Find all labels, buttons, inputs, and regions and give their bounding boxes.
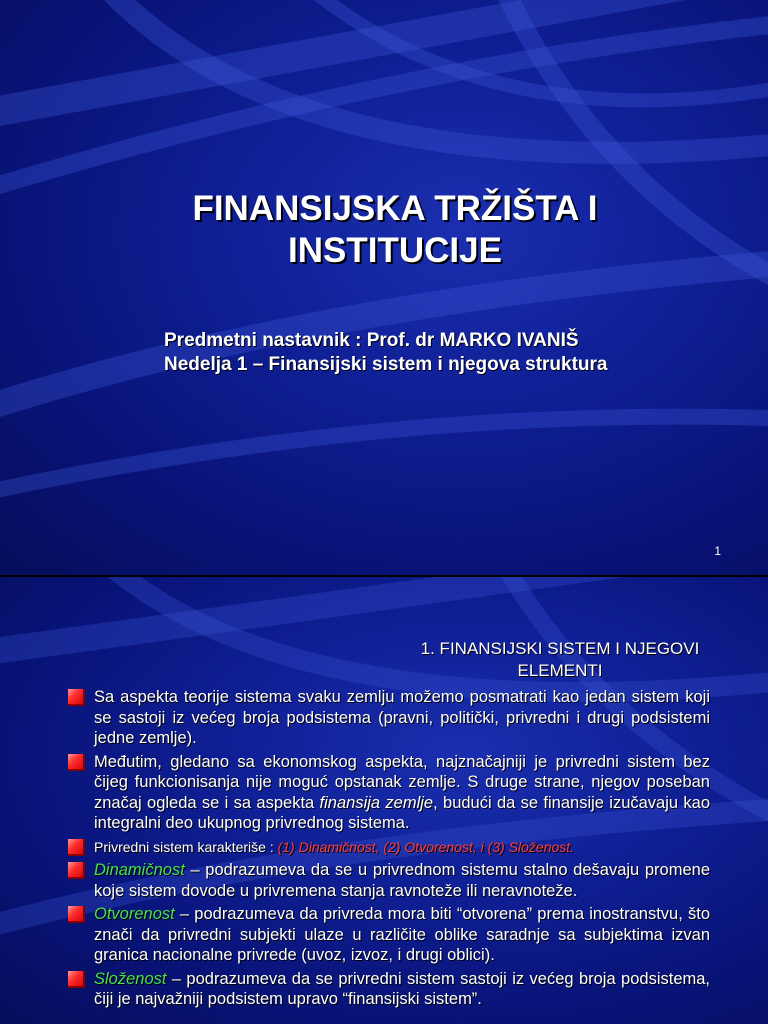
red-square-bullet-icon [68, 754, 85, 771]
section-title-line-2: ELEMENTI [517, 661, 603, 680]
red-square-bullet-icon [68, 689, 85, 706]
red-square-bullet-icon [68, 839, 85, 856]
bullet-text: – podrazumeva da privreda mora biti “otvorena” prema inostranstvu, što znači da privredni subjekti ulaze u različite oblike saradnje sa subjektima izvan granica nacionalne privrede (uvoz, izvoz, i drugi oblici). [94, 905, 710, 964]
bullet-text: Privredni sistem karakteriše : [94, 838, 278, 855]
page-number: 1 [714, 544, 721, 558]
slide-2 [0, 577, 768, 1024]
term-slozenost: Složenost [94, 969, 167, 988]
bullet-item [68, 969, 710, 1010]
characteristics-list: (1) Dinamičnost, (2) Otvorenost, i (3) Složenost. [277, 838, 575, 855]
subtitle [164, 330, 684, 375]
title-line-1: FINANSIJSKA TRŽIŠTA I [192, 189, 598, 228]
bullet-text: Sa aspekta teorije sistema svaku zemlju možemo posmatrati kao jedan sistem koji se sastoji iz većeg broja podsistema (pravni, politički, privredni i drugi podsistemi jedne zemlje). [94, 688, 710, 747]
bullet-item [68, 904, 710, 966]
bullet-item [68, 687, 710, 749]
bullet-text: – podrazumeva da se privredni sistem sastoji iz većeg broja podsistema, čiji je najvažniji podsistem upravo “finansijski sistem”. [94, 969, 710, 1008]
bullet-text: – podrazumeva da se u privrednom sistemu stalno dešavaju promene koje sistem dovode u privremena stanja ravnoteže ili neravnoteže. [94, 861, 710, 900]
presentation-title [100, 188, 690, 272]
term-dinamicnost: Dinamičnost [94, 861, 185, 879]
week-line: Nedelja 1 – Finansijski sistem i njegova struktura [164, 354, 608, 375]
bullet-emphasis: finansija zemlje [319, 793, 434, 812]
bullet-item [68, 837, 710, 858]
section-title [380, 638, 740, 682]
term-otvorenost: Otvorenost [94, 905, 175, 923]
red-square-bullet-icon [68, 971, 85, 988]
bullet-list [68, 687, 710, 1013]
bullet-item [68, 860, 710, 901]
section-title-line-1: 1. FINANSIJSKI SISTEM I NJEGOVI [420, 639, 700, 658]
instructor-line: Predmetni nastavnik : Prof. dr MARKO IVANIŠ [164, 330, 579, 351]
bullet-text: , budući da se finansije izučavaju kao integralni deo ukupnog privrednog sistema. [94, 793, 711, 832]
title-line-2: INSTITUCIJE [288, 231, 502, 270]
red-square-bullet-icon [68, 906, 85, 923]
bullet-text: Međutim, gledano sa ekonomskog aspekta, najznačajniji je privredni sistem bez čijeg funkcionisanja nije moguć opstanak zemlje. S druge strane, njegov poseban značaj ogleda se i sa aspekta [94, 752, 710, 812]
red-square-bullet-icon [68, 862, 85, 879]
bullet-item [68, 752, 710, 834]
